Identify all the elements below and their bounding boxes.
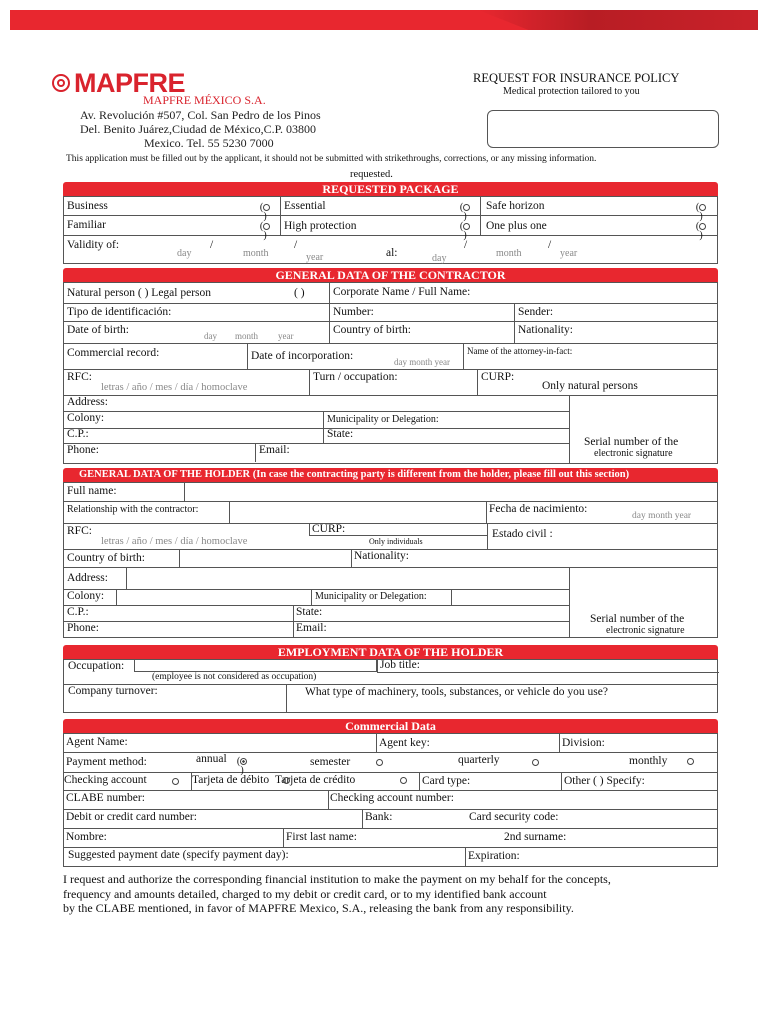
holder-email-label: Email: <box>296 622 327 634</box>
cp-label: C.P.: <box>67 428 89 440</box>
tipo-id-label: Tipo de identificación: <box>67 306 172 318</box>
validity-row[interactable] <box>63 236 718 264</box>
incorporation-label: Date of incorporation: <box>251 350 354 362</box>
colony-label: Colony: <box>67 412 105 424</box>
validity-slash-1: / <box>210 239 214 251</box>
payment-method-label: Payment method: <box>66 756 147 768</box>
contractor-cp-line <box>64 428 569 444</box>
holder-municipality-cell <box>311 589 451 605</box>
country-birth-label: Country of birth: <box>333 324 411 336</box>
fill-notice: This application must be filled out by the applicant, it should not be submitted with strikethroughs, corrections, or any missing information. <box>66 154 597 164</box>
legal-person-radio[interactable]: ( ) <box>294 287 305 299</box>
card-type-cell[interactable] <box>419 773 561 790</box>
account-type-row <box>63 773 718 791</box>
one-plus-one-cell <box>480 216 719 241</box>
incorporation-cell[interactable] <box>247 344 463 369</box>
only-natural-label: Only natural persons <box>542 380 638 392</box>
validity-al-label: al: <box>386 247 398 259</box>
validity-to-day: day <box>432 253 447 264</box>
tarjeta-debito-label: Tarjeta de débito <box>192 774 270 786</box>
quarterly-radio[interactable] <box>529 758 541 767</box>
number-cell[interactable] <box>329 304 514 321</box>
card-number-label: Debit or credit card number: <box>66 811 197 823</box>
turnover-label: Company turnover: <box>68 685 158 697</box>
holder-email-cell[interactable] <box>293 621 569 638</box>
rfc-guide: letras / año / mes / día / homoclave <box>101 382 248 393</box>
holder-header: GENERAL DATA OF THE HOLDER (In case the contracting party is different from the holder, please fill out this section) <box>63 468 718 482</box>
rfc-input[interactable] <box>94 383 307 396</box>
tarjeta-credito-label: Tarjeta de crédito <box>275 774 356 786</box>
holder-phone-line <box>64 621 569 638</box>
contractor-header: GENERAL DATA OF THE CONTRACTOR <box>63 268 718 282</box>
nombre-label: Nombre: <box>66 831 107 843</box>
contractor-id-row <box>63 304 718 322</box>
employment-header: EMPLOYMENT DATA OF THE HOLDER <box>63 645 718 659</box>
attorney-label: Name of the attorney-in-fact: <box>467 346 573 356</box>
incorporation-date-guide: day month year <box>394 357 450 367</box>
expiration-label: Expiration: <box>468 850 520 862</box>
suggested-date-label: Suggested payment date (specify payment day): <box>68 849 289 861</box>
holder-cp-label: C.P.: <box>67 606 89 618</box>
contractor-person-row <box>63 282 718 304</box>
monthly-radio[interactable] <box>684 757 696 766</box>
only-individuals-label: Only individuals <box>369 537 423 546</box>
holder-address-block <box>63 568 718 638</box>
other-cell[interactable] <box>561 773 719 790</box>
safe-horizon-cell <box>480 197 719 222</box>
validity-slash-3: / <box>464 239 468 251</box>
holder-nationality-label: Nationality: <box>354 550 409 562</box>
fill-notice-continued: requested. <box>350 169 393 180</box>
safe-horizon-radio[interactable]: () <box>695 203 707 212</box>
checking-radio[interactable] <box>169 777 181 786</box>
package-row-1 <box>63 196 718 222</box>
holder-rfc-label: RFC: <box>67 525 92 537</box>
validity-from-year: year <box>306 252 324 263</box>
authorization-line-3: by the CLABE mentioned, in favor of MAPFRE Mexico, S.A., releasing the bank from any responsibility. <box>63 901 574 915</box>
nationality-cell[interactable] <box>514 322 719 343</box>
form-subtitle: Medical protection tailored to you <box>503 86 640 97</box>
contractor-rfc-row <box>63 370 718 396</box>
dob-year: year <box>278 331 294 341</box>
high-protection-radio[interactable]: () <box>459 222 471 231</box>
corporate-name-cell[interactable] <box>329 283 719 303</box>
address-label: Address: <box>67 396 108 408</box>
mapfre-logo-icon <box>52 74 70 92</box>
holder-name-row <box>63 482 718 502</box>
dob-month: month <box>235 331 259 341</box>
high-protection-label: High protection <box>284 220 357 232</box>
machinery-label: What type of machinery, tools, substances, or vehicle do you use? <box>305 686 608 698</box>
payment-date-row <box>63 848 718 867</box>
turnover-row <box>63 685 718 713</box>
machinery-cell[interactable] <box>286 685 719 712</box>
holder-rfc-guide: letras / año / mes / día / homoclave <box>101 536 248 547</box>
folio-box[interactable] <box>487 110 719 148</box>
company-name: MAPFRE MÉXICO S.A. <box>143 93 266 107</box>
debit-radio[interactable] <box>280 776 292 785</box>
validity-label: Validity of: <box>67 239 120 251</box>
holder-address-line <box>64 568 569 590</box>
business-radio[interactable]: () <box>259 203 271 212</box>
holder-relationship-row <box>63 502 718 524</box>
full-name-input[interactable] <box>184 483 719 501</box>
fecha-nac-label: Fecha de nacimiento: <box>489 503 588 515</box>
turn-label: Turn / occupation: <box>313 371 398 383</box>
contractor-address-block <box>63 396 718 464</box>
quarterly-label: quarterly <box>458 754 500 766</box>
commercial-record-label: Commercial record: <box>67 347 160 359</box>
bank-cell[interactable] <box>362 810 719 828</box>
expiration-cell[interactable] <box>465 848 719 866</box>
validity-to-month: month <box>496 248 522 259</box>
holder-serial-cell[interactable] <box>569 568 719 637</box>
checking-number-cell[interactable] <box>328 791 719 809</box>
checking-label: Checking account <box>64 774 147 786</box>
holder-cp-line <box>64 605 569 622</box>
curp-cell[interactable] <box>477 370 719 395</box>
monthly-label: monthly <box>629 755 668 767</box>
address-line-2: Del. Benito Juárez,Ciudad de México,C.P. 03800 <box>80 122 316 136</box>
relationship-input[interactable] <box>229 502 486 523</box>
occupation-label: Occupation: <box>68 660 125 672</box>
municipality-label: Municipality or Delegation: <box>327 414 439 425</box>
estado-civil-label: Estado civil : <box>492 528 553 540</box>
familiar-label: Familiar <box>67 219 106 231</box>
validity-slash-4: / <box>548 239 552 251</box>
fecha-nac-guide: day month year <box>632 511 692 521</box>
division-label: Division: <box>562 737 605 749</box>
holder-municipality-label: Municipality or Delegation: <box>315 591 427 602</box>
holder-curp-cell[interactable] <box>309 524 487 536</box>
holder-address-label: Address: <box>67 572 108 584</box>
card-number-row <box>63 810 718 829</box>
rfc-label: RFC: <box>67 371 92 383</box>
sender-cell[interactable] <box>514 304 719 321</box>
holder-address-input[interactable] <box>126 568 569 589</box>
logo-text: MAPFRE <box>74 67 185 98</box>
job-title-cell[interactable] <box>377 660 719 673</box>
dob-day: day <box>204 331 217 341</box>
email-label: Email: <box>259 444 290 456</box>
nationality-label: Nationality: <box>518 324 573 336</box>
card-options-cell <box>191 773 419 790</box>
package-row-2 <box>63 216 718 241</box>
checking-number-label: Checking account number: <box>330 792 454 804</box>
first-last-label: First last name: <box>286 831 357 843</box>
address-line-1: Av. Revolución #507, Col. San Pedro de los Pinos <box>80 108 321 122</box>
last-names-cell[interactable] <box>283 829 719 847</box>
corporate-name-label: Corporate Name / Full Name: <box>333 286 471 298</box>
holder-country-label: Country of birth: <box>67 552 145 564</box>
contractor-colony-line <box>64 411 569 429</box>
card-type-label: Card type: <box>422 775 471 787</box>
state-cell[interactable] <box>323 428 569 443</box>
agent-key-cell[interactable] <box>376 734 559 752</box>
attorney-cell[interactable] <box>463 344 719 369</box>
bank-label: Bank: <box>365 811 393 823</box>
holder-serial-label-1: Serial number of the <box>590 613 685 625</box>
holder-curp-label: CURP: <box>312 523 346 535</box>
holder-rfc-row <box>63 524 718 550</box>
other-label: Other ( ) Specify: <box>564 775 645 787</box>
curp-label: CURP: <box>481 371 515 383</box>
turn-cell[interactable] <box>309 370 477 395</box>
holder-nationality-cell[interactable] <box>351 550 569 567</box>
clabe-row <box>63 791 718 810</box>
holder-country-row <box>63 550 718 568</box>
holder-phone-label: Phone: <box>67 622 99 634</box>
relationship-label: Relationship with the contractor: <box>67 504 199 515</box>
holder-country-input[interactable] <box>179 550 351 567</box>
serial-label-1: Serial number of the <box>584 436 679 448</box>
safe-horizon-label: Safe horizon <box>486 200 545 212</box>
number-label: Number: <box>333 306 374 318</box>
validity-to-year: year <box>560 248 578 259</box>
commercial-header: Commercial Data <box>63 719 718 733</box>
division-cell[interactable] <box>559 734 719 752</box>
credit-radio[interactable] <box>397 776 409 785</box>
semester-radio[interactable] <box>373 758 385 767</box>
holder-dob-cell[interactable] <box>486 502 719 523</box>
second-surname-label: 2nd surname: <box>504 831 567 843</box>
holder-colony-input[interactable] <box>116 589 311 605</box>
agent-row <box>63 733 718 753</box>
occupation-input[interactable] <box>134 660 377 672</box>
annual-radio[interactable]: () <box>236 757 248 766</box>
one-plus-one-label: One plus one <box>486 220 547 232</box>
contractor-address-line[interactable] <box>64 396 569 412</box>
authorization-text <box>63 872 611 916</box>
address-line-3: Mexico. Tel. 55 5230 7000 <box>144 136 274 150</box>
state-label: State: <box>327 428 354 440</box>
security-code-label: Card security code: <box>469 811 559 823</box>
validity-slash-2: / <box>294 239 298 251</box>
form-title: REQUEST FOR INSURANCE POLICY <box>473 71 680 85</box>
validity-from-day: day <box>177 248 192 259</box>
essential-label: Essential <box>284 200 326 212</box>
essential-radio[interactable]: () <box>459 203 471 212</box>
familiar-radio[interactable]: () <box>259 222 271 231</box>
email-cell[interactable] <box>255 443 569 462</box>
holder-serial-label-2: electronic signature <box>606 625 685 636</box>
contractor-record-row <box>63 344 718 370</box>
serial-cell[interactable] <box>569 396 719 463</box>
holder-state-label: State: <box>296 606 323 618</box>
validity-from-month: month <box>243 248 269 259</box>
serial-label-2: electronic signature <box>594 448 673 459</box>
agent-name-label: Agent Name: <box>66 736 128 748</box>
contractor-birth-row <box>63 322 718 344</box>
holder-colony-line <box>64 589 569 606</box>
holder-colony-label: Colony: <box>67 590 105 602</box>
agent-key-label: Agent key: <box>379 737 430 749</box>
names-row <box>63 829 718 848</box>
essential-cell <box>280 197 480 222</box>
person-type-label[interactable]: Natural person ( ) Legal person <box>67 287 212 299</box>
semester-label: semester <box>310 756 351 768</box>
country-birth-cell[interactable] <box>329 322 514 343</box>
phone-label: Phone: <box>67 444 99 456</box>
business-label: Business <box>67 200 108 212</box>
one-plus-one-radio[interactable]: () <box>695 222 707 231</box>
municipality-cell[interactable] <box>323 411 569 428</box>
job-title-label: Job title: <box>380 659 420 671</box>
authorization-line-1: I request and authorize the corresponding financial institution to make the payment on my behalf for the concepts, <box>63 872 611 886</box>
estado-civil-cell[interactable] <box>487 524 719 549</box>
payment-method-row <box>63 753 718 776</box>
sender-label: Sender: <box>518 306 554 318</box>
holder-municipality-input[interactable] <box>451 589 569 605</box>
requested-package-header: REQUESTED PACKAGE <box>63 182 718 196</box>
contractor-phone-line <box>64 443 569 462</box>
authorization-line-2: frequency and amounts detailed, charged to my debit or credit card, or to my identified bank account <box>63 886 547 901</box>
annual-label: annual <box>196 753 227 765</box>
full-name-label: Full name: <box>67 485 117 497</box>
employment-row <box>63 659 718 685</box>
dob-label: Date of birth: <box>67 324 129 336</box>
high-protection-cell <box>280 216 480 241</box>
clabe-label: CLABE number: <box>66 792 145 804</box>
holder-state-cell[interactable] <box>293 605 569 621</box>
occupation-note: (employee is not considered as occupation) <box>152 672 317 682</box>
